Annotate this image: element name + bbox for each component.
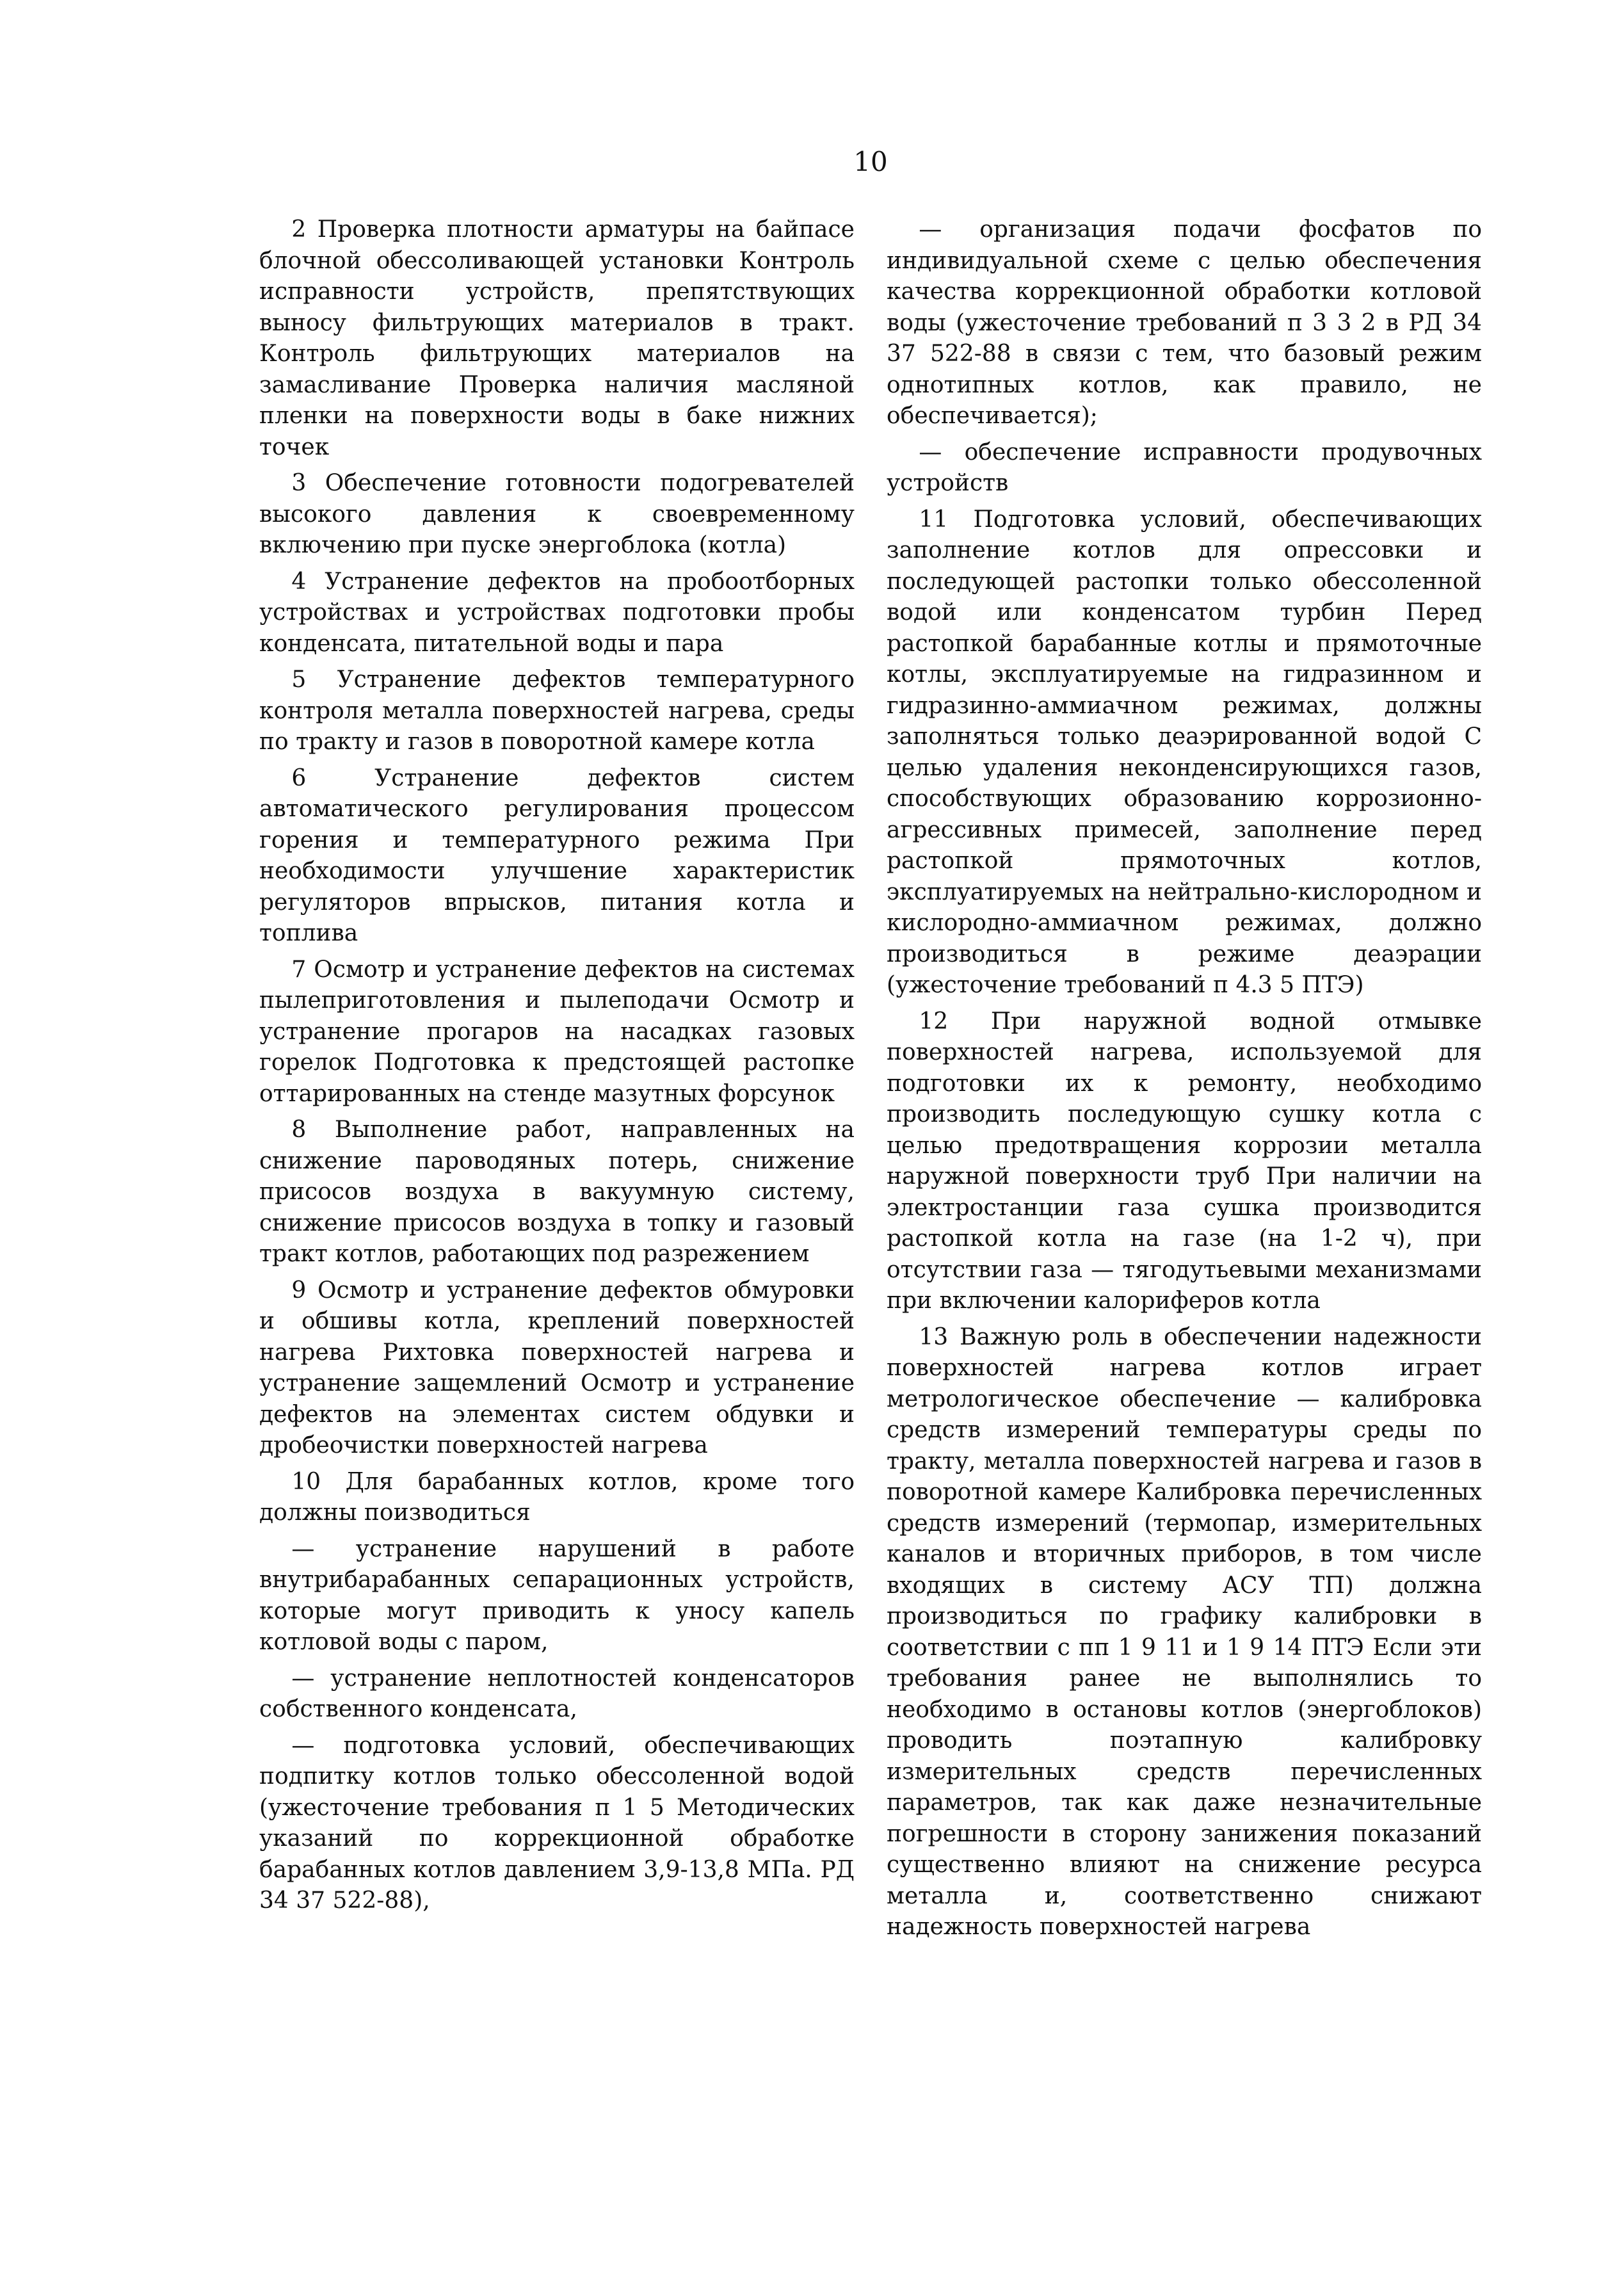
paragraph-6: 6 Устранение дефектов систем автоматического регулирования процессом горения и температурного режима При необходимости улучшение характеристик регуляторов впрысков, питания котла и топлива [259,764,855,946]
page-number: 10 [853,146,888,177]
list-item-feed-water: — подготовка условий, обеспечивающих подпитку котлов только обессоленной водой (ужесточение требования п 1 5 Методических указаний по коррекционной обработке барабанных котлов давлением 3,9-13,8 МПа. РД 34 37 522-88), [259,1732,855,1914]
paragraph-5: 5 Устранение дефектов температурного контроля металла поверхностей нагрева, среды по тракту и газов в поворотной камере котла [259,667,855,755]
paragraph-7: 7 Осмотр и устранение дефектов на системах пылеприготовления и пылеподачи Осмотр и устранение прогаров на насадках газовых горелок Подготовка к предстоящей растопке оттарированных на стенде мазутных форсунок [259,956,855,1107]
list-item-blowdown: — обеспечение исправности продувочных устройств [887,439,1482,496]
paragraph-4: 4 Устранение дефектов на пробоотборных устройствах и устройствах подготовки пробы конденсата, питательной воды и пара [259,568,855,657]
paragraph-8: 8 Выполнение работ, направленных на снижение пароводяных потерь, снижение присосов воздуха в вакуумную систему, снижение присосов воздуха в топку и газовый тракт котлов, работающих под разрежением [259,1117,855,1267]
list-item-condensers: — устранение неплотностей конденсаторов собственного конденсата, [259,1665,855,1722]
right-column [887,214,1482,1948]
paragraph-2: 2 Проверка плотности арматуры на байпасе блочной обессоливающей установки Контроль исправности устройств, препятствующих выносу фильтрующих материалов в тракт. Контроль фильтрующих материалов на замасливание Проверка наличия масляной пленки на поверхности воды в баке нижних точек [259,216,855,460]
paragraph-13: 13 Важную роль в обеспечении надежности поверхностей нагрева котлов играет метрологическое обеспечение — калибровка средств измерений температуры среды по тракту, металла поверхностей нагрева и газов в поворотной камере Калибровка перечисленных средств измерений (термопар, измерительных каналов и вторичных приборов, в том числе входящих в систему АСУ ТП) должна производиться по графику калибровки в соответствии с пп 1 9 11 и 1 9 14 ПТЭ Если эти требования ранее не выполнялись то необходимо в остановы котлов (энергоблоков) проводить поэтапную калибровку измерительных средств перечисленных параметров, так как даже незначительные погрешности в сторону занижения показаний существенно влияют на снижение ресурса металла и, соответственно снижают надежность поверхностей нагрева [887,1323,1482,1940]
paragraph-3: 3 Обеспечение готовности подогревателей высокого давления к своевременному включению при пуске энергоблока (котла) [259,470,855,558]
paragraph-11: 11 Подготовка условий, обеспечивающих заполнение котлов для опрессовки и последующей растопки только обессоленной водой или конденсатом турбин Перед растопкой барабанные котлы и прямоточные котлы, эксплуатируемые на гидразинном и гидразинно-аммиачном режимах, должны заполняться только деаэрированной водой С целью удаления неконденсирующихся газов, способствующих образованию коррозионно-агрессивных примесей, заполнение перед растопкой прямоточных котлов, эксплуатируемых на нейтрально-кислородном и кислородно-аммиачном режимах, должно производиться в режиме деаэрации (ужесточение требований п 4.3 5 ПТЭ) [887,506,1482,998]
list-item-phosphates: — организация подачи фосфатов по индивидуальной схеме с целью обеспечения качества коррекционной обработки котловой воды (ужесточение требований п 3 3 2 в РД 34 37 522-88 в связи с тем, что базовый режим однотипных котлов, как правило, не обеспечивается); [887,216,1482,429]
list-item-separators: — устранение нарушений в работе внутрибарабанных сепарационных устройств, которые могут приводить к уносу капель котловой воды с паром, [259,1535,855,1655]
left-column [259,214,855,1922]
paragraph-9: 9 Осмотр и устранение дефектов обмуровки и обшивы котла, креплений поверхностей нагрева Рихтовка поверхностей нагрева и устранение защемлений Осмотр и устранение дефектов на элементах систем обдувки и дробеочистки поверхностей нагрева [259,1277,855,1459]
paragraph-10: 10 Для барабанных котлов, кроме того должны поизводиться [259,1468,855,1526]
paragraph-12: 12 При наружной водной отмывке поверхностей нагрева, используемой для подготовки их к ремонту, необходимо производить последующую сушку котла с целью предотвращения коррозии металла наружной поверхности труб При наличии на электростанции газа сушка производится растопкой котла на газе (на 1-2 ч), при отсутствии газа — тягодутьевыми механизмами при включении калориферов котла [887,1008,1482,1314]
